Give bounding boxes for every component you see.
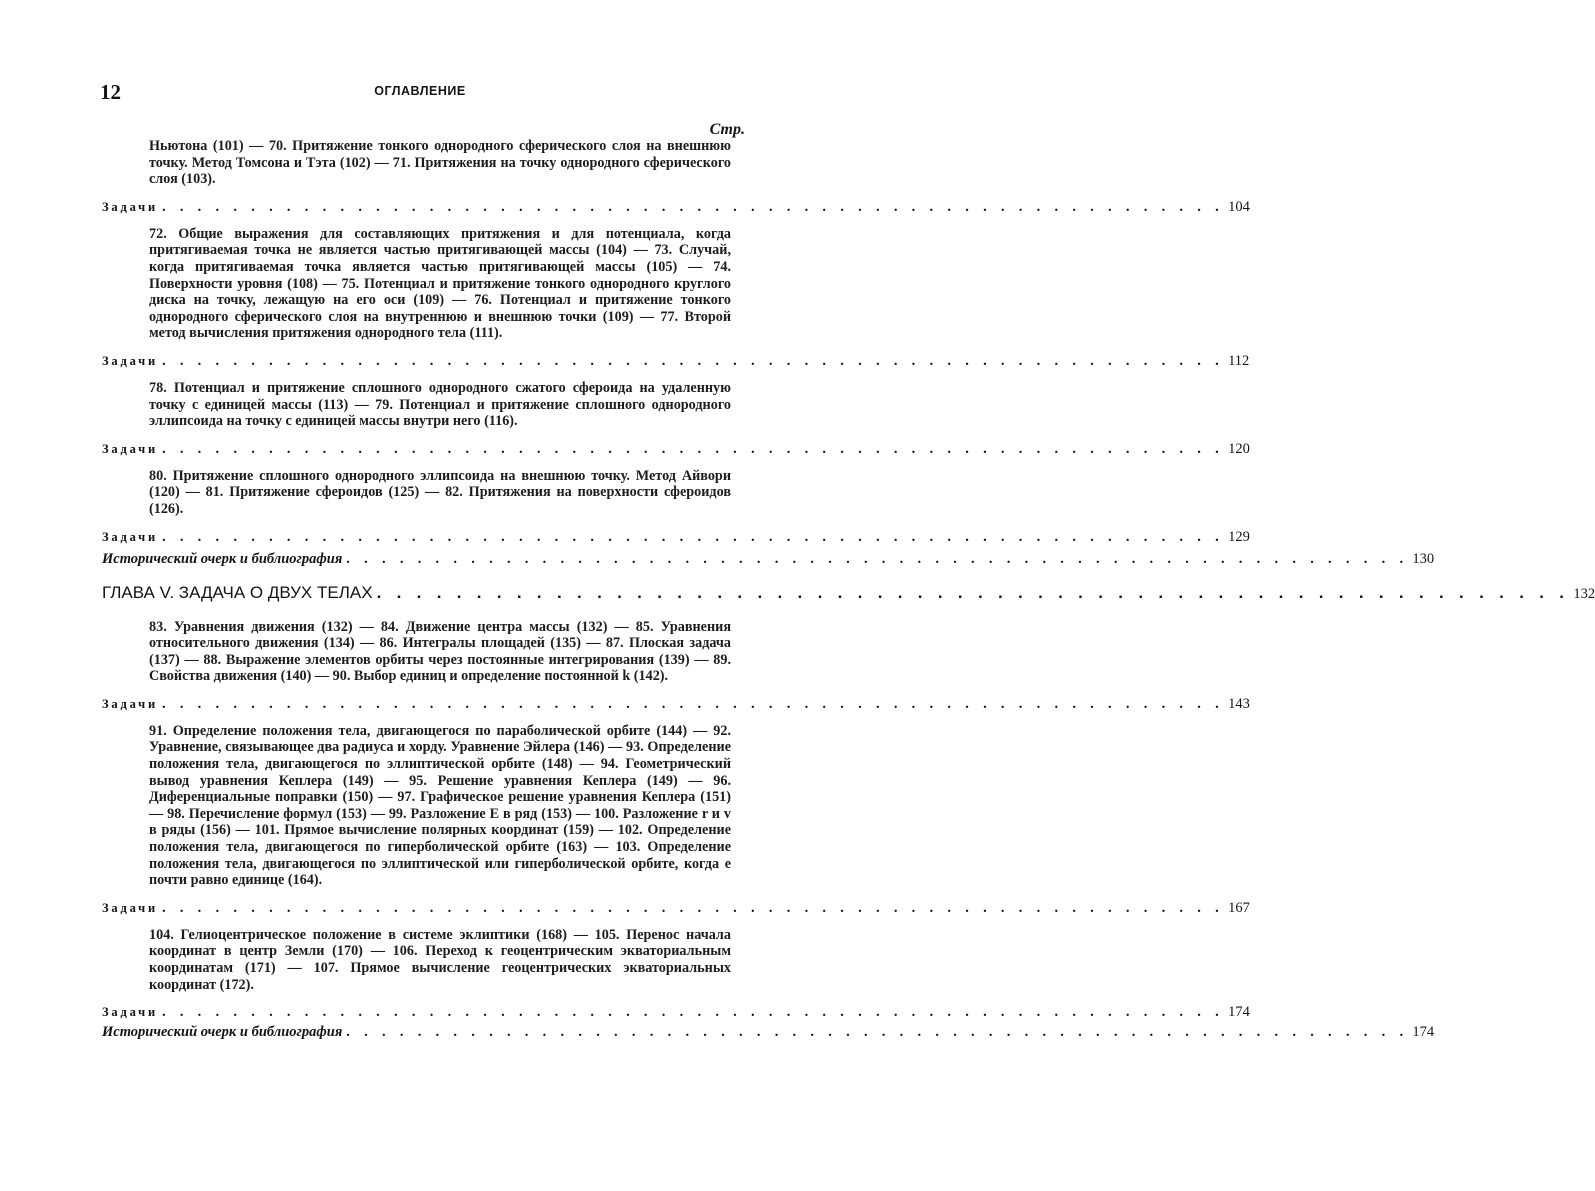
entry-page-number: 120 — [1228, 440, 1250, 457]
toc-paragraph: 83. Уравнения движения (132) — 84. Движение центра массы (132) — 85. Уравнения относительного движения (134) — 86. Интегралы площадей (135) — 87. Плоская задача (137) — 88. Выражение элементов орбиты через постоянные интегрирования (139) — 89. Свойства движения (140) — 90. Выбор единиц и определение постоянной k (142). — [149, 618, 731, 685]
dot-leader: . . . . . . . . . . . . . . . . . . . . . . . . . . . . . . . . . . . . . . . . . . . . . . . . . . . . . . . . . . . . — [161, 198, 1225, 215]
entry-page-number: 174 — [1412, 1024, 1435, 1041]
toc-entry-history[interactable] — [102, 550, 1435, 568]
toc-entry-problems[interactable] — [102, 528, 1250, 546]
entry-label: Задачи — [102, 696, 158, 711]
entry-page-number: 104 — [1228, 198, 1250, 215]
entry-page-number: 132 — [1573, 585, 1595, 602]
toc-content — [102, 138, 1595, 1051]
entry-label: Задачи — [102, 441, 158, 456]
toc-entry-problems[interactable] — [102, 1003, 1250, 1021]
entry-label: Исторический очерк и библиография — [102, 550, 343, 567]
toc-paragraph: 78. Потенциал и притяжение сплошного однородного сжатого сфероида на удаленную точку с единицей массы (113) — 79. Потенциал и притяжение сплошного однородного эллипсоида на точку с единицей массы внутри него (116). — [149, 379, 731, 430]
toc-paragraph: 72. Общие выражения для составляющих притяжения и для потенциала, когда притягиваемая точка не является частью притягивающей массы (104) — 73. Случай, когда притягиваемая точка является частью притягивающей массы (105) — 74. Поверхности уровня (108) — 75. Потенциал и притяжение тонкого однородного круглого диска на точку, лежащую на его оси (109) — 76. Потенциал и притяжение тонкого однородного сферического слоя на внутреннюю и внешнюю точки (109) — 77. Второй метод вычисления притяжения однородного тела (111). — [149, 225, 731, 342]
running-head: ОГЛАВЛЕНИЕ — [374, 84, 466, 98]
toc-entry-problems[interactable] — [102, 695, 1250, 713]
toc-entry-problems[interactable] — [102, 352, 1250, 370]
toc-entry-history[interactable] — [102, 1023, 1435, 1041]
toc-paragraph: 91. Определение положения тела, двигающегося по параболической орбите (144) — 92. Уравнение, связывающее два радиуса и хорду. Уравнение Эйлера (146) — 93. Определение положения тела, двигающегося по эллиптической орбите (148) — 94. Геометрический вывод уравнения Кеплера (149) — 95. Решение уравнения Кеплера (149) — 96. Диференциальные поправки (150) — 97. Графическое решение уравнения Кеплера (151) — 98. Перечисление формул (153) — 99. Разложение E в ряд (153) — 100. Разложение r и v в ряды (156) — 101. Прямое вычисление полярных координат (159) — 102. Определение положения тела, двигающегося по гиперболической орбите (163) — 103. Определение положения тела, двигающегося по эллиптической или гиперболической орбите, когда e почти равно единице (164). — [149, 722, 731, 889]
entry-page-number: 129 — [1228, 528, 1250, 545]
dot-leader: . . . . . . . . . . . . . . . . . . . . . . . . . . . . . . . . . . . . . . . . . . . . . . . . . . . . . . . . . . . . — [161, 528, 1225, 545]
dot-leader: . . . . . . . . . . . . . . . . . . . . . . . . . . . . . . . . . . . . . . . . . . . . . . . . . . . . . . . . . . . . — [161, 1004, 1225, 1021]
entry-label: Задачи — [102, 353, 158, 368]
entry-label: Задачи — [102, 199, 158, 214]
chapter-title: ГЛАВА V. ЗАДАЧА О ДВУХ ТЕЛАХ — [102, 582, 373, 602]
toc-entry-chapter[interactable] — [102, 582, 1595, 603]
page-number: 12 — [100, 80, 121, 104]
entry-page-number: 143 — [1228, 695, 1250, 712]
dot-leader: . . . . . . . . . . . . . . . . . . . . . . . . . . . . . . . . . . . . . . . . . . . . . . . . . . . . . . . . . . . . — [161, 695, 1225, 712]
toc-entry-problems[interactable] — [102, 899, 1250, 917]
dot-leader: . . . . . . . . . . . . . . . . . . . . . . . . . . . . . . . . . . . . . . . . . . . . . . . . . . . . . . . . . . . . — [161, 899, 1225, 916]
dot-leader: . . . . . . . . . . . . . . . . . . . . . . . . . . . . . . . . . . . . . . . . . . . . . . . . . . . . . . . . . . . . — [161, 440, 1225, 457]
entry-label: Задачи — [102, 1005, 158, 1020]
toc-entry-problems[interactable] — [102, 198, 1250, 216]
entry-page-number: 167 — [1228, 899, 1250, 916]
entry-label: Исторический очерк и библиография — [102, 1024, 343, 1041]
toc-paragraph: Ньютона (101) — 70. Притяжение тонкого однородного сферического слоя на внешнюю точку. Метод Томсона и Тэта (102) — 71. Притяжения на точку однородного сферического слоя (103). — [149, 138, 731, 188]
toc-paragraph: 80. Притяжение сплошного однородного эллипсоида на внешнюю точку. Метод Айвори (120) — 81. Притяжение сфероидов (125) — 82. Притяжения на поверхности сфероидов (126). — [149, 467, 731, 517]
dot-leader: . . . . . . . . . . . . . . . . . . . . . . . . . . . . . . . . . . . . . . . . . . . . . . . . . . . . . . . . . . . . — [376, 582, 1570, 602]
entry-page-number: 130 — [1412, 550, 1435, 567]
toc-paragraph: 104. Гелиоцентрическое положение в системе эклиптики (168) — 105. Перенос начала координат в центр Земли (170) — 106. Переход к геоцентрическим экваториальным координатам (171) — 107. Прямое вычисление геоцентрических экваториальных координат (172). — [149, 926, 731, 993]
dot-leader: . . . . . . . . . . . . . . . . . . . . . . . . . . . . . . . . . . . . . . . . . . . . . . . . . . . . . . . . . . . . — [346, 1024, 1409, 1041]
dot-leader: . . . . . . . . . . . . . . . . . . . . . . . . . . . . . . . . . . . . . . . . . . . . . . . . . . . . . . . . . . . . — [346, 550, 1409, 567]
page-column-label: Стр. — [709, 121, 745, 138]
dot-leader: . . . . . . . . . . . . . . . . . . . . . . . . . . . . . . . . . . . . . . . . . . . . . . . . . . . . . . . . . . . . — [161, 352, 1225, 369]
entry-page-number: 112 — [1228, 352, 1250, 369]
toc-entry-problems[interactable] — [102, 440, 1250, 458]
entry-label: Задачи — [102, 900, 158, 915]
entry-page-number: 174 — [1228, 1004, 1250, 1021]
entry-label: Задачи — [102, 529, 158, 544]
